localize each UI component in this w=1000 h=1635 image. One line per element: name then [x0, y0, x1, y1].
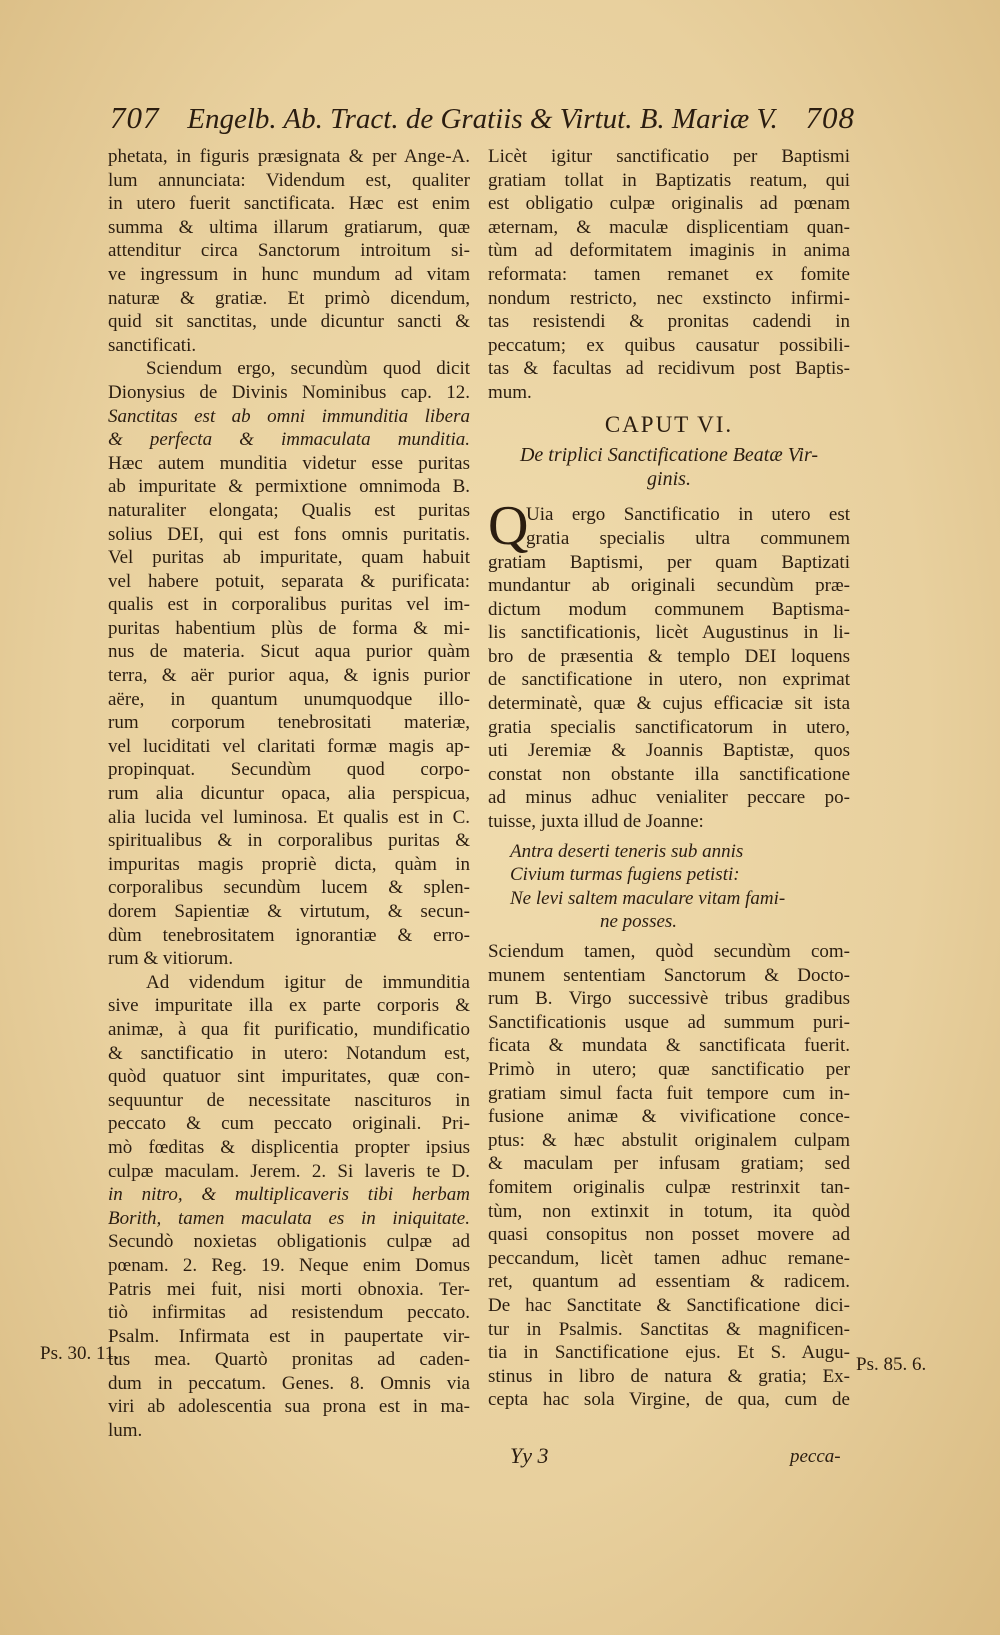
- right-column-line: ret, quantum ad essentiam & radicem.: [488, 1271, 850, 1293]
- right-column-line: nondum restricto, nec exstincto infirmi-: [488, 287, 850, 309]
- right-column-line: determinatè, quæ & cujus efficaciæ sit ista: [488, 693, 850, 715]
- right-column-line: constat non obstante illa sanctificatione: [488, 763, 850, 785]
- right-column-line: peccandum, licèt tamen adhuc remane-: [488, 1247, 850, 1269]
- left-column-line: sive impuritate illa ex parte corporis &: [108, 995, 470, 1017]
- left-column-line: Hæc autem munditia videtur esse puritas: [108, 452, 470, 474]
- left-column-line: solius DEI, qui est fons omnis puritatis.: [108, 523, 470, 545]
- verse-line: Ne levi saltem maculare vitam fami-: [510, 887, 786, 909]
- drop-capital: Q: [488, 495, 529, 558]
- verse-line: Antra deserti teneris sub annis: [510, 840, 744, 862]
- left-column-line: Vel puritas ab impuritate, quam habuit: [108, 547, 470, 569]
- left-column-line: attenditur circa Sanctorum introitum si-: [108, 240, 470, 262]
- right-column-line: tùm, non extinxit in totum, ita quòd: [488, 1200, 850, 1222]
- right-column-line: mundantur ab originali secundùm præ-: [488, 575, 850, 597]
- left-column-line: vel habere potuit, separata & purificata:: [108, 570, 470, 592]
- right-column-line: dictum modum communem Baptisma-: [488, 598, 850, 620]
- right-column-line: ptus: & hæc abstulit originalem culpam: [488, 1129, 850, 1151]
- right-column-line: peccatum; ex quibus causatur possibili-: [488, 334, 850, 356]
- left-column-line: tus mea. Quartò pronitas ad caden-: [108, 1349, 470, 1371]
- right-column-line: gratiam tollat in Baptizatis reatum, qui: [488, 169, 850, 191]
- right-column-line: Licèt igitur sanctificatio per Baptismi: [488, 146, 850, 167]
- right-column-line: ad minus adhuc venialiter peccare po-: [488, 787, 850, 809]
- right-column-line: lis sanctificationis, licèt Augustinus in li-: [488, 622, 850, 644]
- right-column-line: Primò in utero; quæ sanctificatio per: [488, 1058, 850, 1080]
- paragraph-line: Uia ergo Sanctificatio in utero est: [526, 504, 850, 526]
- verse-line: Civium turmas fugiens petisti:: [510, 864, 740, 886]
- left-column-line: ve ingressum in hunc mundum ad vitam: [108, 263, 470, 285]
- left-column-line: impuritas magis propriè dicta, quàm in: [108, 853, 470, 875]
- dropcap-paragraph: [488, 495, 850, 558]
- right-column-line: munem sententiam Sanctorum & Docto-: [488, 964, 850, 986]
- right-column-line: de sanctificatione in utero, non exprimat: [488, 669, 850, 691]
- left-column-line: alia lucida vel luminosa. Et qualis est in C.: [108, 806, 470, 828]
- right-column-line: uti Jeremiæ & Joannis Baptistæ, quos: [488, 740, 850, 762]
- left-column-line: terra, & aër purior aqua, & ignis purior: [108, 665, 470, 687]
- right-column-line: fomitem originalis culpæ restrinxit tan-: [488, 1176, 850, 1198]
- right-column-line: gratiam simul facta fuit tempore cum in-: [488, 1082, 850, 1104]
- left-column-line: dorem Sapientiæ & virtutum, & secun-: [108, 901, 470, 922]
- left-column-line: Patris mei fuit, nisi morti obnoxia. Ter-: [108, 1278, 470, 1300]
- right-column-line: quasi consopitus non posset movere ad: [488, 1224, 850, 1246]
- left-column-line: Secundò noxietas obligationis culpæ ad: [108, 1231, 470, 1253]
- left-column-line: rum corporum tenebrositati materiæ,: [108, 712, 470, 734]
- left-column-line: spiritualibus & in corporalibus puritas &: [108, 830, 470, 852]
- left-column-line: puritas habentium plùs de forma & mi-: [108, 617, 470, 639]
- left-column-line: quòd quatuor sint impuritates, quæ con-: [108, 1066, 470, 1088]
- right-column-line: stinus in libro de natura & gratia; Ex-: [488, 1365, 850, 1387]
- hymn-verse: [488, 840, 850, 934]
- left-column-line: Sciendum ergo, secundùm quod dicit: [146, 358, 470, 380]
- left-column-line: Psalm. Infirmata est in paupertate vir-: [108, 1325, 470, 1347]
- paragraph-line: gratia specialis ultra communem: [526, 527, 850, 549]
- right-column-line: tur in Psalmis. Sanctitas & magnificen-: [488, 1318, 850, 1340]
- left-column-line: quid sit sanctitas, unde dicuntur sancti &: [108, 311, 470, 333]
- catchword: pecca-: [790, 1446, 841, 1467]
- left-column-line: Sanctitas est ab omni immunditia libera: [108, 405, 470, 427]
- margin-note-left: Ps. 30. 11.: [40, 1343, 120, 1364]
- left-column-line: corporalibus secundùm lucem & splen-: [108, 877, 470, 899]
- left-column-line: ab impuritate & permixtione omnimoda B.: [108, 476, 470, 498]
- left-column-line: pœnam. 2. Reg. 19. Neque enim Domus: [108, 1254, 470, 1276]
- right-column-line: tas & facultas ad recidivum post Baptis-: [488, 358, 850, 380]
- left-column-line: vel luciditati vel claritati formæ magis ap-: [108, 735, 470, 757]
- right-column-line: gratia specialis sanctificatorum in utero,: [488, 716, 850, 738]
- left-column-line: & sanctificatio in utero: Notandum est,: [108, 1042, 470, 1064]
- right-column-top: [488, 145, 850, 405]
- verse-line: ne posses.: [600, 911, 678, 933]
- left-column-line: in nitro, & multiplicaveris tibi herbam: [108, 1184, 470, 1206]
- right-column-line: Sanctificationis usque ad summum puri-: [488, 1011, 850, 1033]
- left-column: [108, 145, 470, 1443]
- chapter-heading: CAPUT VI.: [604, 411, 734, 437]
- right-column-line: Sciendum tamen, quòd secundùm com-: [488, 941, 850, 962]
- right-column-bottom: [488, 940, 850, 1412]
- left-column-line: & perfecta & immaculata munditia.: [108, 429, 470, 451]
- margin-note-right: Ps. 85. 6.: [856, 1354, 927, 1375]
- right-column-line: reformata: tamen remanet ex fomite: [488, 263, 850, 285]
- right-column-line: tùm ad deformitatem imaginis in anima: [488, 240, 850, 262]
- left-column-line: dùm tenebrositatem ignorantiæ & erro-: [108, 924, 470, 946]
- chapter-subtitle-line-2: ginis.: [647, 467, 691, 490]
- right-column-line: tuisse, juxta illud de Joanne:: [488, 811, 704, 833]
- right-column-line: est obligatio culpæ originalis ad pœnam: [488, 193, 850, 215]
- right-column-line: tia in Sanctificatione ejus. Et S. Augu-: [488, 1342, 850, 1364]
- right-column-line: bro de præsentia & templo DEI loquens: [488, 645, 850, 667]
- left-column-line: rum & vitiorum.: [108, 948, 234, 970]
- left-column-line: in utero fuerit sanctificata. Hæc est enim: [108, 193, 470, 215]
- right-column-line: cepta hac sola Virgine, de qua, cum de: [488, 1389, 850, 1411]
- left-column-line: naturæ & gratiæ. Et primò dicendum,: [108, 287, 470, 309]
- left-column-line: sanctificati.: [108, 334, 197, 356]
- left-column-line: Borith, tamen maculata es in iniquitate.: [108, 1207, 470, 1229]
- left-column-line: mò fœditas & displicentia propter ipsius: [108, 1136, 470, 1158]
- right-column-line: tas resistendi & pronitas cadendi in: [488, 311, 850, 333]
- right-page-number: 708: [805, 100, 855, 135]
- right-column-line: De hac Sanctitate & Sanctificatione dici-: [488, 1294, 850, 1316]
- right-column: [488, 145, 850, 1412]
- right-column-line: gratiam Baptismi, per quam Baptizati: [488, 551, 850, 573]
- right-column-line: ficata & mundata & sanctificata fuerit.: [488, 1035, 850, 1057]
- left-column-line: sequuntur de necessitate nascituros in: [108, 1089, 470, 1111]
- right-column-line: mum.: [488, 381, 532, 403]
- left-column-line: rum alia dicuntur opaca, alia perspicua,: [108, 783, 470, 805]
- running-title: Engelb. Ab. Tract. de Gratiis & Virtut. B. Mariæ V.: [187, 103, 778, 135]
- left-page-number: 707: [110, 100, 160, 135]
- left-column-line: aëre, in quantum unumquodque illo-: [108, 688, 470, 710]
- left-column-line: propinquat. Secundùm quod corpo-: [108, 759, 470, 781]
- left-column-line: lum.: [108, 1420, 143, 1442]
- left-column-line: tiò infirmitas ad resistendum peccato.: [108, 1302, 470, 1324]
- right-column-mid: [488, 551, 850, 834]
- left-column-line: phetata, in figuris præsignata & per Ange-A.: [108, 146, 470, 167]
- left-column-line: naturaliter elongata; Qualis est puritas: [108, 499, 470, 521]
- left-column-line: summa & ultima illarum gratiarum, quæ: [108, 216, 470, 238]
- right-column-line: æternam, & maculæ displicentiam quan-: [488, 216, 850, 238]
- left-column-line: nus de materia. Sicut aqua purior quàm: [108, 641, 470, 663]
- left-column-line: dum in peccatum. Genes. 8. Omnis via: [108, 1372, 470, 1394]
- running-header: [110, 100, 855, 140]
- left-column-line: viri ab adolescentia sua prona est in ma-: [108, 1396, 470, 1418]
- left-column-line: animæ, à qua fit purificatio, mundificatio: [108, 1018, 470, 1040]
- left-column-line: Ad videndum igitur de immunditia: [146, 971, 470, 993]
- left-column-line: peccato & cum peccato originali. Pri-: [108, 1113, 470, 1135]
- right-column-line: & maculam per infusam gratiam; sed: [488, 1153, 850, 1175]
- left-column-line: qualis est in corporalibus puritas vel im-: [108, 594, 470, 616]
- chapter-subtitle-line-1: De triplici Sanctificatione Beatæ Vir-: [519, 444, 819, 467]
- signature-mark: Yy 3: [510, 1443, 549, 1468]
- left-column-line: lum annunciata: Videndum est, qualiter: [108, 169, 470, 191]
- right-column-line: fusione animæ & vivificatione conce-: [488, 1106, 850, 1128]
- left-column-line: culpæ maculam. Jerem. 2. Si laveris te D.: [108, 1160, 470, 1182]
- left-column-line: Dionysius de Divinis Nominibus cap. 12.: [108, 381, 470, 403]
- right-column-line: rum B. Virgo successivè tribus gradibus: [488, 988, 850, 1010]
